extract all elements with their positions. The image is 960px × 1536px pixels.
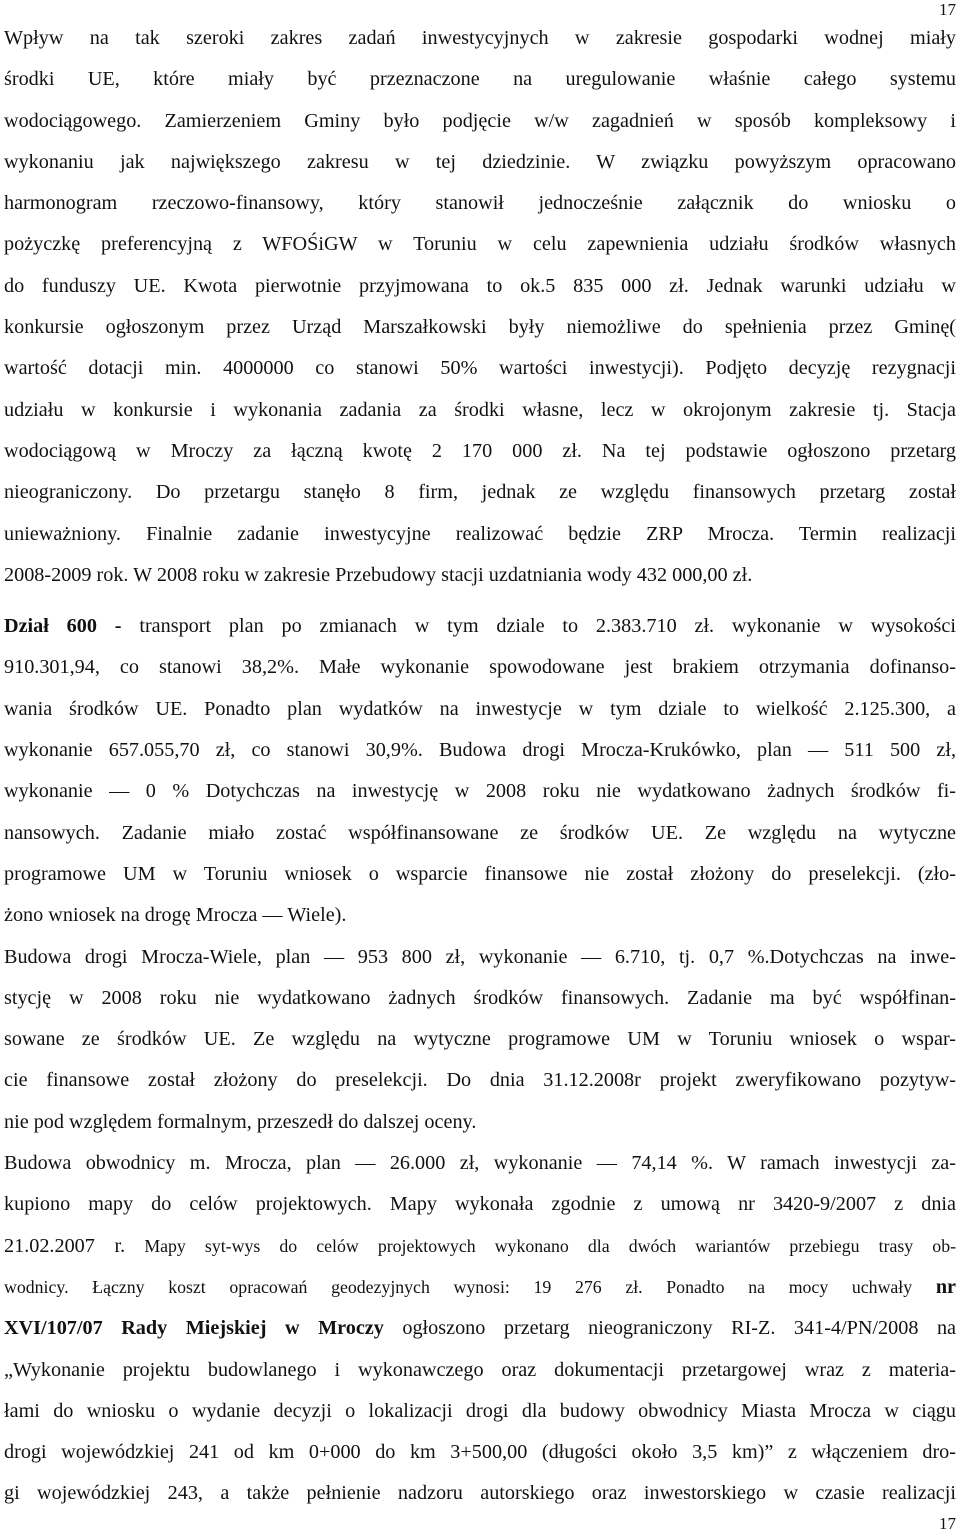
text-line: harmonogram rzeczowo-finansowy, który stanowił jednocześnie załącznik do wniosku o [4, 192, 956, 215]
page-number-top: 17 [939, 0, 956, 19]
text-line: środki UE, które miały być przeznaczone na uregulowanie właśnie całego systemu [4, 68, 956, 91]
text-line: nie pod względem formalnym, przeszedł do dalszej oceny. [4, 1110, 477, 1133]
text-fragment: W związku powyższym opracowano [570, 150, 957, 173]
text-line: Budowa obwodnicy m. Mrocza, plan — 26.000 zł, wykonanie — 74,14 %. W ramach inwestycji za- [4, 1152, 956, 1175]
text-line-composite [4, 606, 956, 647]
text-line: Budowa drogi Mrocza-Wiele, plan — 953 800 zł, wykonanie — 6.710, tj. 0,7 %.Dotychczas na inwe- [4, 945, 956, 968]
text-line: nansowych. Zadanie miało zostać współfinansowane ze środków UE. Ze względu na wytyczne [4, 821, 956, 844]
text-line: drogi wojewódzkiej 241 od km 0+000 do km 3+500,00 (długości około 3,5 km)” z włączeniem dro- [4, 1441, 956, 1464]
text-line-composite [4, 1308, 956, 1349]
text-fragment: Mapy syt-wys do celów projektowych wykonano dla dwóch wariantów przebiegu trasy ob- [125, 1235, 957, 1256]
text-line: wykonanie 657.055,70 zł, co stanowi 30,9%. Budowa drogi Mrocza-Krukówko, plan — 511 500 zł, [4, 739, 956, 762]
paragraph-water-investments [4, 18, 956, 596]
paragraph-gap [4, 596, 956, 606]
text-fragment: Jednak warunki udziału w [688, 274, 956, 297]
page-number-bottom: 17 [939, 1514, 956, 1533]
text-line: stycję w 2008 roku nie wydatkowano żadnych środków finansowych. Zadanie ma być współfinan- [4, 986, 956, 1009]
text-fragment: Ponadto na mocy uchwały [642, 1276, 936, 1297]
paragraph-dzial-600 [4, 606, 956, 936]
text-line-composite [4, 1267, 956, 1308]
text-line: gi wojewódzkiej 243, a także pełnienie nadzoru autorskiego oraz inwestorskiego w czasie realizacji [4, 1482, 956, 1505]
text-line: unieważniony. Finalnie zadanie inwestycyjne realizować będzie ZRP Mrocza. Termin realizacji [4, 522, 956, 545]
paragraph-mrocza-wiele [4, 937, 956, 1143]
section-heading: Dział 600 - [4, 615, 122, 638]
text-line-composite [4, 142, 956, 183]
text-line: „Wykonanie projektu budowlanego i wykonawczego oraz dokumentacji przetargowej wraz z materia- [4, 1358, 956, 1381]
paragraph-obwodnica [4, 1143, 956, 1515]
text-line: wodociągową w Mroczy za łączną kwotę 2 170 000 zł. Na tej podstawie ogłoszono przetarg [4, 439, 956, 462]
text-fragment: ogłoszono przetarg nieograniczony RI-Z. 341-4/PN/2008 na [383, 1317, 956, 1340]
text-line-composite [4, 1226, 956, 1267]
text-line: udziału w konkursie i wykonania zadania za środki własne, lecz w okrojonym zakresie tj. Stacja [4, 398, 956, 421]
text-line: Wpływ na tak szeroki zakres zadań inwestycyjnych w zakresie gospodarki wodnej miały [4, 27, 956, 49]
text-line: sowane ze środków UE. Ze względu na wytyczne programowe UM w Toruniu wniosek o wspar- [4, 1028, 956, 1051]
text-line: pożyczkę preferencyjną z WFOŚiGW w Toruniu w celu zapewnienia udziału środków własnych [4, 233, 956, 256]
text-line: wykonanie — 0 % Dotychczas na inwestycję w 2008 roku nie wydatkowano żadnych środków fi- [4, 780, 956, 803]
text-line: 2008-2009 rok. W 2008 roku w zakresie Przebudowy stacji uzdatniania wody 432 000,00 zł. [4, 563, 753, 586]
text-line: 910.301,94, co stanowi 38,2%. Małe wykonanie spowodowane jest brakiem otrzymania dofinanso- [4, 656, 956, 679]
text-line: łami do wniosku o wydanie decyzji o lokalizacji drogi dla budowy obwodnicy Miasta Mrocza w ciągu [4, 1399, 956, 1422]
document-body [4, 18, 956, 1515]
text-line: wania środków UE. Ponadto plan wydatków na inwestycje w tym dziale to wielkość 2.125.300, a [4, 697, 956, 720]
text-line: cie finansowe został złożony do preselekcji. Do dnia 31.12.2008r projekt zweryfikowano pozytyw- [4, 1069, 956, 1092]
text-fragment: wykonaniu jak największego zakresu w tej dziedzinie. [4, 150, 571, 173]
text-line: programowe UM w Toruniu wniosek o wsparcie finansowe nie został złożony do preselekcji. (zło- [4, 862, 956, 885]
text-line: wartość dotacji min. 4000000 co stanowi 50% wartości inwestycji). Podjęto decyzję rezygnacji [4, 357, 956, 380]
text-fragment: wodnicy. Łączny koszt opracowań geodezyjnych wynosi: 19 276 zł. [4, 1276, 643, 1297]
text-fragment-bold: nr [935, 1275, 956, 1298]
text-fragment: transport plan po zmianach w tym dziale to 2.383.710 zł. wykonanie w wysokości [121, 615, 956, 638]
text-fragment: 21.02.2007 r. [4, 1234, 126, 1257]
text-fragment-bold: XVI/107/07 Rady Miejskiej w Mroczy [4, 1317, 384, 1340]
text-fragment: do funduszy UE. Kwota pierwotnie przyjmowana to ok.5 835 000 zł. [4, 274, 689, 297]
text-line: nieograniczony. Do przetargu stanęło 8 firm, jednak ze względu finansowych przetarg został [4, 481, 956, 504]
text-line-composite [4, 266, 956, 307]
text-line: wodociągowego. Zamierzeniem Gminy było podjęcie w/w zagadnień w sposób kompleksowy i [4, 109, 956, 132]
text-line: konkursie ogłoszonym przez Urząd Marszałkowski były niemożliwe do spełnienia przez Gminę( [4, 316, 956, 339]
text-line: żono wniosek na drogę Mrocza — Wiele). [4, 904, 347, 927]
text-line: kupiono mapy do celów projektowych. Mapy wykonała zgodnie z umową nr 3420-9/2007 z dnia [4, 1193, 956, 1216]
